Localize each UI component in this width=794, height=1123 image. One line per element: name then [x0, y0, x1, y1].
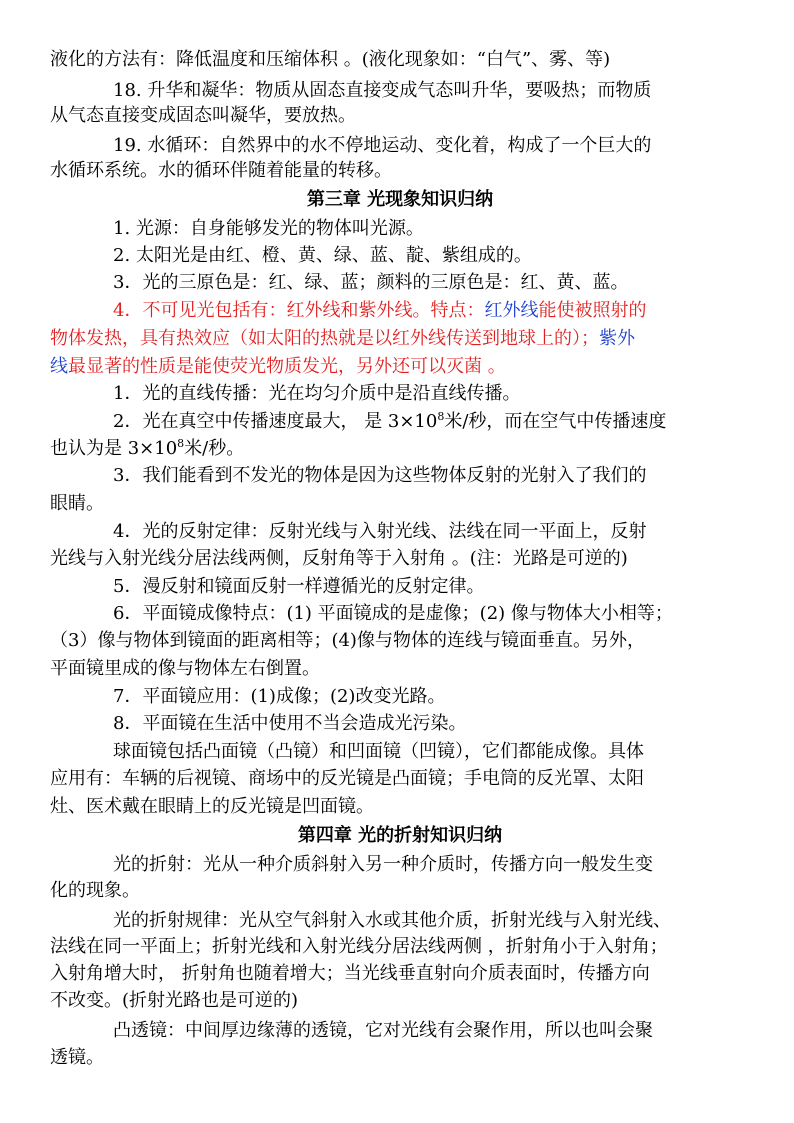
text-line: 6．平面镜成像特点：(1) 平面镜成的是虚像；(2) 像与物体大小相等；	[113, 603, 673, 624]
text-line: 光线与入射光线分居法线两侧，反射角等于入射角 。(注：光路是可逆的)	[50, 548, 628, 569]
text-line: 不改变。(折射光路也是可逆的)	[50, 990, 299, 1011]
text-span: 2．光在真空中传播速度最大， 是 3×10	[113, 411, 438, 432]
text-line: 应用有：车辆的后视镜、商场中的反光镜是凸面镜；手电筒的反光罩、太阳	[50, 768, 644, 789]
text-line: 灶、医术戴在眼睛上的反光镜是凹面镜。	[50, 796, 374, 817]
text-line: 化的现象。	[50, 880, 140, 901]
text-line: 1．光的直线传播：光在均匀介质中是沿直线传播。	[113, 383, 521, 404]
highlight-blue-text: 紫外	[599, 328, 635, 349]
superscript: 8	[177, 437, 185, 450]
superscript: 8	[437, 410, 445, 423]
text-line	[50, 325, 750, 353]
text-line: 眼睛。	[50, 493, 104, 514]
highlight-red-text: 4．不可见光包括有：红外线和紫外线。特点：	[113, 300, 485, 321]
text-line: 球面镜包括凸面镜（凸镜）和凹面镜（凹镜），它们都能成像。具体	[113, 741, 644, 762]
text-line	[113, 297, 753, 325]
text-line: 透镜。	[50, 1047, 104, 1068]
text-line: （3）像与物体到镜面的距离相等；(4)像与物体的连线与镜面垂直。另外，	[50, 630, 645, 651]
text-line: 7．平面镜应用：(1)成像；(2)改变光路。	[113, 686, 446, 707]
highlight-blue-text: 线	[50, 356, 68, 377]
text-line: 8．平面镜在生活中使用不当会造成光污染。	[113, 713, 467, 734]
text-span: 米/秒，而在空气中传播速度	[444, 411, 667, 432]
highlight-blue-text: 红外线	[484, 300, 539, 321]
chapter-three-heading: 第三章 光现象知识归纳	[306, 189, 494, 210]
text-line: 入射角增大时， 折射角也随着增大；当光线垂直射向介质表面时，传播方向	[50, 963, 650, 984]
text-line: 法线在同一平面上；折射光线和入射光线分居法线两侧 ，折射角小于入射角；	[50, 936, 668, 957]
text-line: 1. 光源：自身能够发光的物体叫光源。	[113, 218, 424, 239]
text-line: 3．光的三原色是：红、绿、蓝；颜料的三原色是：红、黄、蓝。	[113, 272, 629, 293]
text-line: 平面镜里成的像与物体左右倒置。	[50, 658, 320, 679]
text-line: 4．光的反射定律：反射光线与入射光线、法线在同一平面上，反射	[113, 521, 647, 542]
highlight-red-text: 最显著的性质是能使荧光物质发光，另外还可以灭菌 。	[68, 356, 506, 377]
text-line: 2. 太阳光是由红、橙、黄、绿、蓝、靛、紫组成的。	[113, 245, 532, 266]
text-line: 18. 升华和凝华：物质从固态直接变成气态叫升华，要吸热；而物质	[113, 80, 652, 101]
highlight-red-text: 能使被照射的	[538, 300, 647, 321]
text-span: 也认为是 3×10	[50, 438, 178, 459]
text-line: 从气态直接变成固态叫凝华，要放热。	[50, 105, 356, 126]
text-line: 液化的方法有：降低温度和压缩体积 。(液化现象如：“白气”、雾、等)	[50, 49, 611, 70]
text-line: 19. 水循环：自然界中的水不停地运动、变化着，构成了一个巨大的	[113, 135, 652, 156]
highlight-red-text: 物体发热，具有热效应（如太阳的热就是以红外线传送到地球上的）；	[50, 328, 599, 349]
text-line: 光的折射规律：光从空气斜射入水或其他介质，折射光线与入射光线、	[113, 910, 671, 931]
text-line: 5．漫反射和镜面反射一样遵循光的反射定律。	[113, 576, 485, 597]
text-line	[50, 353, 750, 381]
text-line: 3．我们能看到不发光的物体是因为这些物体反射的光射入了我们的	[113, 465, 647, 486]
text-line	[113, 408, 753, 436]
chapter-four-heading: 第四章 光的折射知识归纳	[297, 825, 503, 846]
text-line	[50, 435, 750, 463]
text-line: 凸透镜：中间厚边缘薄的透镜，它对光线有会聚作用，所以也叫会聚	[113, 1020, 653, 1041]
text-span: 米/秒。	[184, 438, 245, 459]
text-line: 水循环系统。水的循环伴随着能量的转移。	[50, 160, 392, 181]
text-line: 光的折射：光从一种介质斜射入另一种介质时，传播方向一般发生变	[113, 854, 653, 875]
